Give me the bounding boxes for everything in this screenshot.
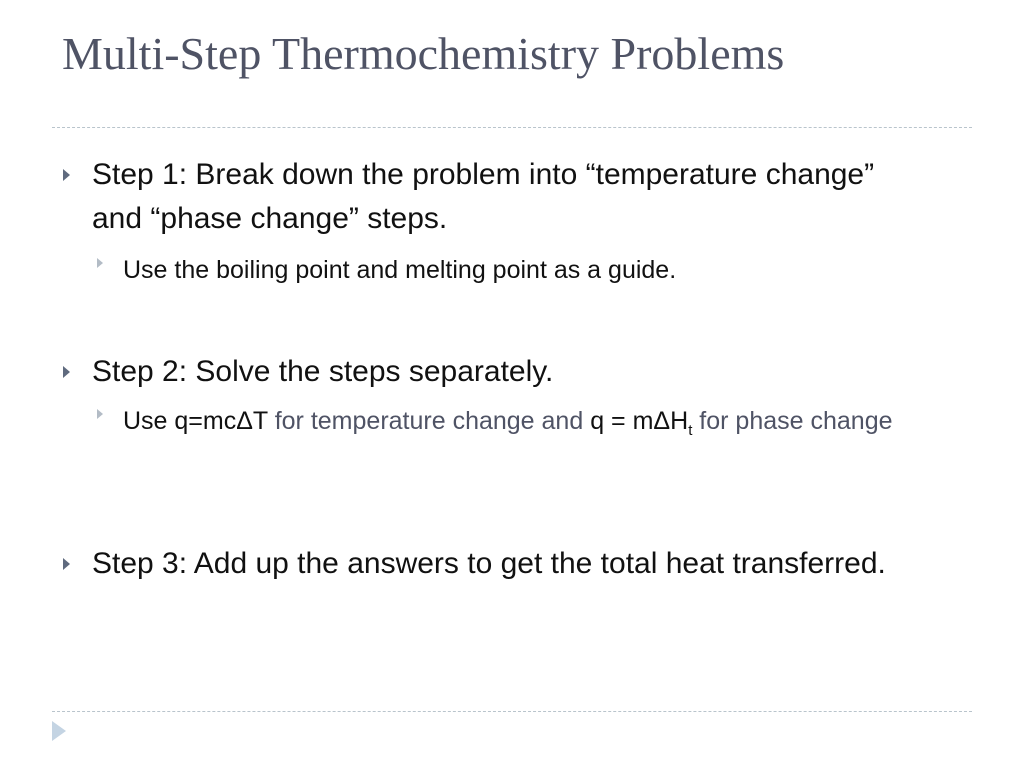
sub-bullet-step-2-tail: for phase change (692, 407, 893, 435)
bullet-step-1 (92, 153, 892, 241)
bullet-step-1-text: Step 1: Break down the problem into “temperature change” and “phase change” steps. (92, 158, 875, 235)
sub-bullet-step-2-formula: q = mΔH (590, 407, 689, 435)
sub-bullet-step-2-subscript: t (688, 422, 693, 439)
bullet-arrow-icon (63, 558, 70, 570)
bullet-step-3 (92, 542, 892, 586)
slide-title: Multi-Step Thermochemistry Problems (62, 28, 785, 79)
sub-bullet-step-2-lead: Use q=mcΔT (123, 407, 268, 435)
sub-bullet-arrow-icon (97, 258, 103, 268)
sub-bullet-step-2 (123, 401, 963, 441)
sub-bullet-step-1-text: Use the boiling point and melting point as a guide. (123, 256, 677, 284)
next-slide-arrow-icon[interactable] (52, 721, 66, 741)
footer-divider (52, 711, 972, 712)
bullet-arrow-icon (63, 366, 70, 378)
sub-bullet-step-1 (123, 250, 963, 290)
sub-bullet-step-2-middle: for temperature change and (267, 407, 591, 435)
sub-bullet-arrow-icon (97, 409, 103, 419)
bullet-step-3-text: Step 3: Add up the answers to get the total heat transferred. (92, 547, 886, 580)
bullet-step-2-text: Step 2: Solve the steps separately. (92, 355, 554, 388)
bullet-arrow-icon (63, 169, 70, 181)
bullet-step-2 (92, 350, 892, 394)
title-divider (52, 127, 972, 128)
